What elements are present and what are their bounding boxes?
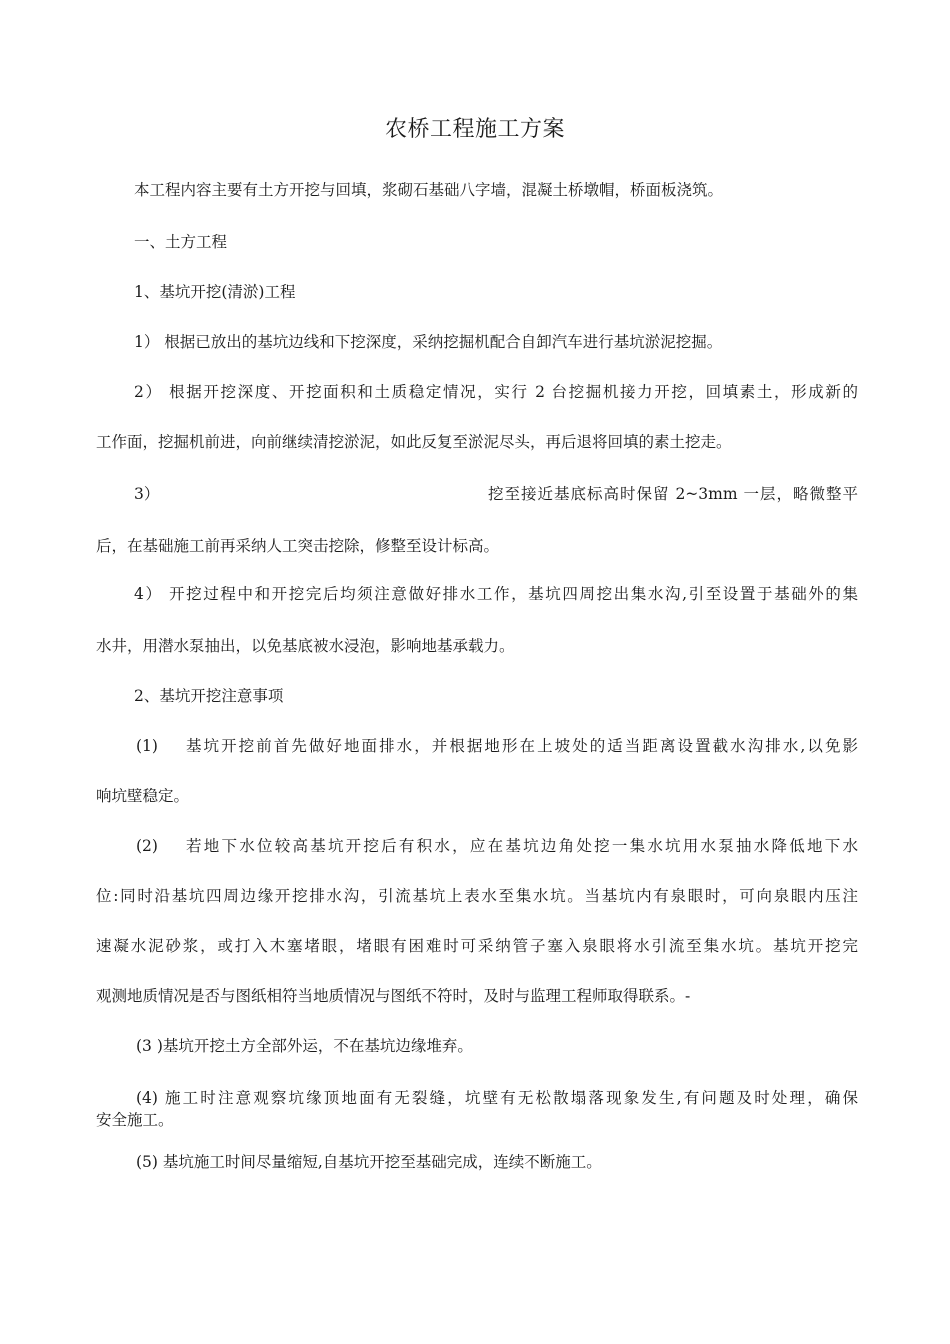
paragraph-2-line-2: 工作面，挖掘机前进，向前继续清挖淤泥，如此反复至淤泥尽头，再后退将回填的素土挖走。 <box>96 433 732 451</box>
document-title: 农桥工程施工方案 <box>384 117 565 142</box>
section-heading-earthwork: 一、土方工程 <box>134 233 228 251</box>
item-2-line-4: 观测地质情况是否与图纸相符当地质情况与图纸不符时，及时与监理工程师取得联系。- <box>96 987 691 1005</box>
paragraph-3-line-1: 挖至接近基底标高时保留 2~3mm 一层，略微整平 <box>488 485 858 503</box>
paragraph-3-number: 3） <box>134 485 160 503</box>
paragraph-2-line-1: 2） 根据开挖深度、开挖面积和土质稳定情况，实行 2 台挖掘机接力开挖，回填素土，形成新的 <box>134 383 858 401</box>
item-1-line-2: 响坑壁稳定。 <box>96 787 190 805</box>
item-2-line-3: 速凝水泥砂浆，或打入木塞堵眼，堵眼有困难时可采纳管子塞入泉眼将水引流至集水坑。基坑开挖完 <box>96 937 858 955</box>
paragraph-4-line-1: 4） 开挖过程中和开挖完后均须注意做好排水工作，基坑四周挖出集水沟,引至设置于基础外的集 <box>134 585 858 603</box>
item-1-number: (1) <box>136 737 158 755</box>
subheading-precautions: 2、基坑开挖注意事项 <box>134 687 284 705</box>
item-4-line-2: 安全施工。 <box>96 1111 174 1129</box>
paragraph-3-line-2: 后，在基础施工前再采纳人工突击挖除，修整至设计标高。 <box>96 537 500 555</box>
item-4-line-1: (4) 施工时注意观察坑缘顶地面有无裂缝，坑壁有无松散塌落现象发生,有问题及时处理，确保 <box>136 1089 858 1107</box>
item-1-line-1: 基坑开挖前首先做好地面排水，并根据地形在上坡处的适当距离设置截水沟排水,以免影 <box>186 737 858 755</box>
item-2-number: (2) <box>136 837 158 855</box>
paragraph-1: 1） 根据已放出的基坑边线和下挖深度，采纳挖掘机配合自卸汽车进行基坑淤泥挖掘。 <box>134 333 723 351</box>
subheading-excavation: 1、基坑开挖(清淤)工程 <box>134 283 296 301</box>
item-5: (5) 基坑施工时间尽量缩短,自基坑开挖至基础完成，连续不断施工。 <box>136 1153 602 1171</box>
item-3: (3 )基坑开挖土方全部外运，不在基坑边缘堆弃。 <box>136 1037 473 1055</box>
intro-paragraph: 本工程内容主要有土方开挖与回填，浆砌石基础八字墙，混凝土桥墩帽，桥面板浇筑。 <box>134 181 724 199</box>
item-2-line-1: 若地下水位较高基坑开挖后有积水，应在基坑边角处挖一集水坑用水泵抽水降低地下水 <box>186 837 858 855</box>
paragraph-4-line-2: 水井，用潜水泵抽出，以免基底被水浸泡，影响地基承载力。 <box>96 637 515 655</box>
item-2-line-2: 位:同时沿基坑四周边缘开挖排水沟，引流基坑上表水至集水坑。当基坑内有泉眼时，可向泉眼内压注 <box>96 887 858 905</box>
